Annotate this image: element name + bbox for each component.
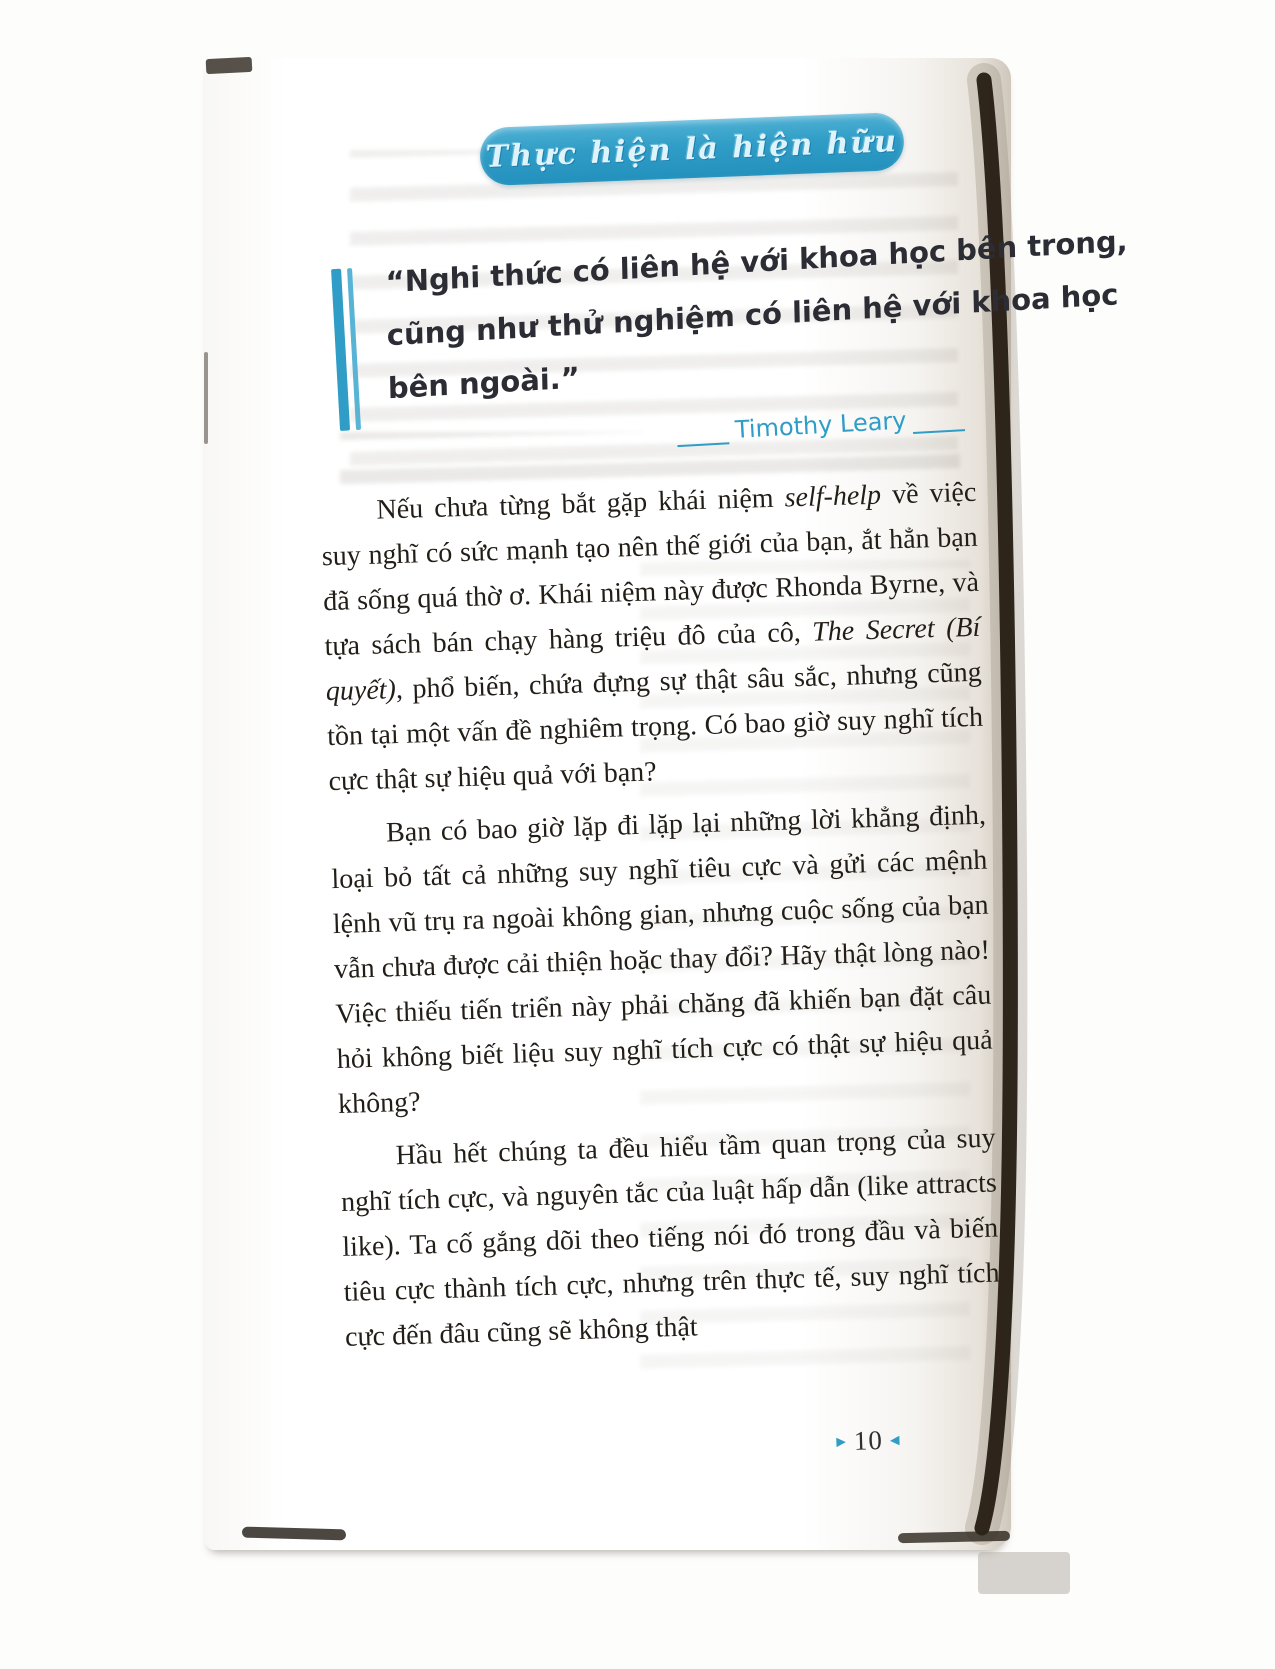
attribution-rule-right [913,429,965,434]
paragraph-segment: về việc suy nghĩ có sức mạnh tạo nên thế giới của bạn, ắt hẳn bạn đã sống quá thờ ơ. Khái niệm này được Rhonda Byrne, và tựa sách bán chạy hàng triệu đô của cô, [321,476,980,663]
attribution-rule-left [678,442,730,447]
paragraph-segment-italic: The Secret (Bí quyết) [325,611,981,708]
quote-attribution: Timothy Leary [734,406,908,444]
paragraph [339,1116,1001,1360]
chapter-title-banner [479,112,905,186]
quote-accent-bar-thin [347,268,361,430]
quote-line: “Nghi thức có liên hệ với khoa học bên trong, [385,223,1128,300]
paragraph-segment: , phổ biến, chứa đựng sự thật sâu sắc, nhưng cũng tồn tại một vấn đề nghiêm trọng. Có bao giờ suy nghĩ tích cực thật sự hiệu quả với bạn? [326,656,984,798]
page-marker-right-icon: ◂ [889,1428,901,1451]
paragraph-segment-italic: self-help [784,479,882,514]
paragraph [329,793,994,1127]
paragraph-segment: Hầu hết chúng ta đều hiểu tầm quan trọng của suy nghĩ tích cực, và nguyên tắc của luật hấp dẫn (like attracts like). Ta cố gắng dõi theo tiếng nói đó trong đầu và biến tiêu cực thành tích cực, nhưng trên thực tế, suy nghĩ tích cực đến đâu cũng sẽ không thật [340,1122,1000,1353]
page-number: 10 [853,1424,884,1456]
paragraph [320,470,985,804]
chapter-title: Thực hiện là hiện hữu [485,123,899,175]
page-marker-left-icon: ▸ [836,1430,848,1453]
paragraph-segment: Nếu chưa từng bắt gặp khái niệm [376,482,786,526]
quote-accent-bar-thick [331,269,350,431]
body-paragraphs [320,470,1002,1368]
quote-line: bên ngoài.” [387,360,581,406]
quote-line: cũng như thử nghiệm có liên hệ với khoa học [386,277,1119,353]
page-footer [836,1424,901,1457]
paragraph-segment: Bạn có bao giờ lặp đi lặp lại những lời khẳng định, loại bỏ tất cả những suy nghĩ tiêu cực và gửi các mệnh lệnh vũ trụ ra ngoài không gian, nhưng cuộc sống của bạn vẫn chưa được cải thiện hoặc thay đổi? Hãy thật lòng nào! Việc thiếu tiến triển này phải chăng đã khiến bạn đặt câu hỏi không biết liệu suy nghĩ tích cực có thật sự hiệu quả không? [331,799,993,1120]
epigraph-quote-block [330,223,1128,466]
quote-text [385,223,1128,415]
